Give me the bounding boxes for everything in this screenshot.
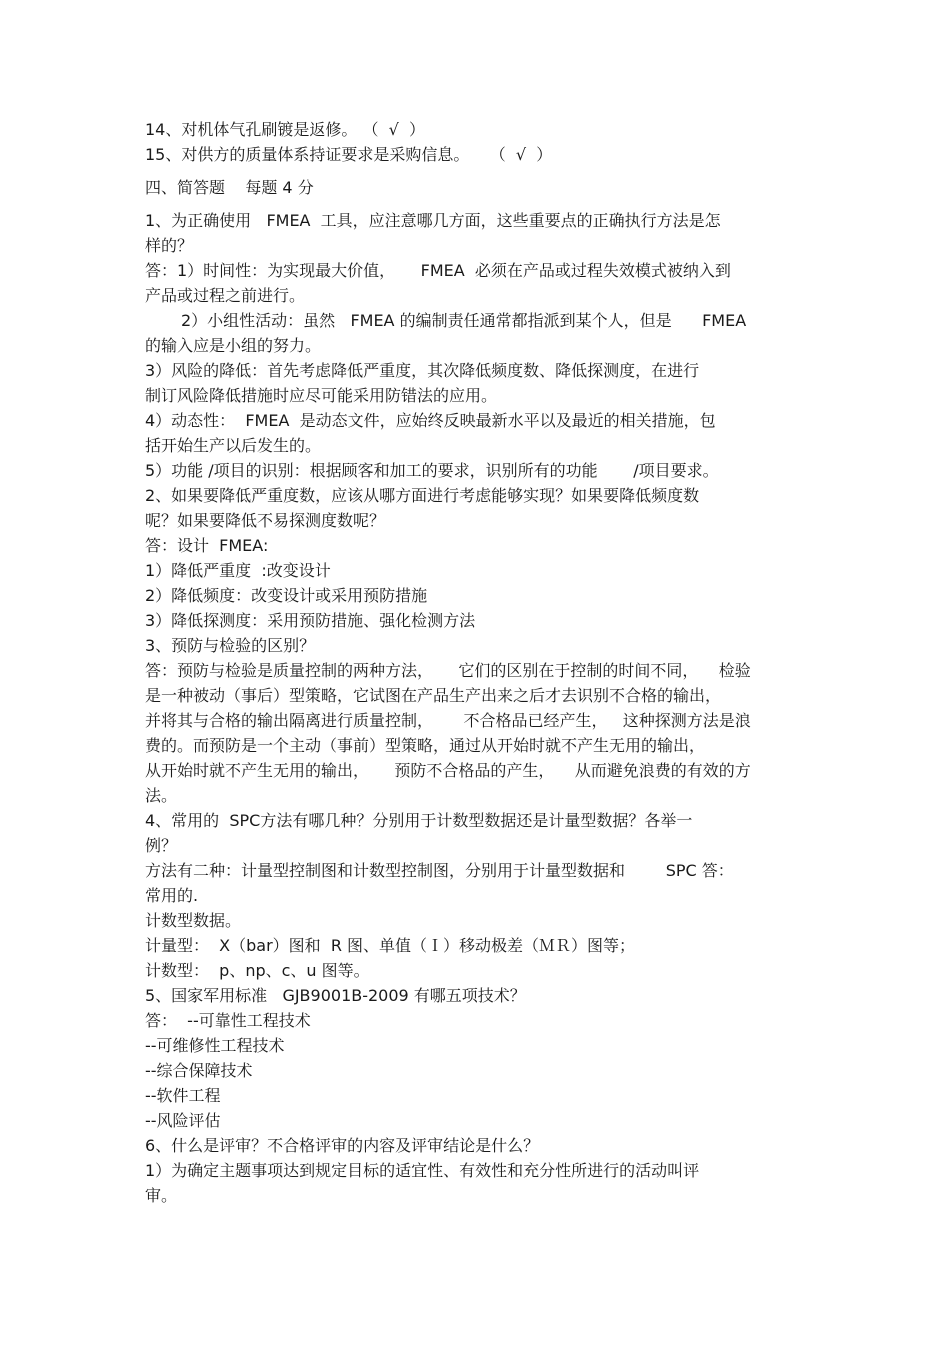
answer-line: --可维修性工程技术 — [145, 1036, 285, 1055]
answer-line: 计量型： X（bar）图和 R 图、单值（Ｉ）移动极差（ＭＲ）图等； — [145, 936, 636, 955]
text-line: 14、对机体气孔刷镀是返修。 （ √ ） — [145, 120, 425, 139]
answer-line: 是一种被动（事后）型策略，它试图在产品生产出来之后才去识别不合格的输出， — [145, 686, 722, 705]
answer-line: 1）降低严重度 :改变设计 — [145, 561, 331, 580]
question-line: 呢？如果要降低不易探测度数呢？ — [145, 511, 386, 530]
document-body — [145, 117, 820, 1208]
answer-line: 并将其与合格的输出隔离进行质量控制， 不合格品已经产生， 这种探测方法是浪 — [145, 711, 751, 730]
answer-line: 答：预防与检验是质量控制的两种方法， 它们的区别在于控制的时间不同， 检验 — [145, 661, 751, 680]
question-line: 6、什么是评审？不合格评审的内容及评审结论是什么？ — [145, 1136, 540, 1155]
answer-line: 法。 — [145, 786, 178, 805]
question-line: 3、预防与检验的区别？ — [145, 636, 316, 655]
answer-line: 方法有二种：计量型控制图和计数型控制图，分别用于计量型数据和 SPC 答： — [145, 861, 734, 880]
answer-line: 1）为确定主题事项达到规定目标的适宜性、有效性和充分性所进行的活动叫评 — [145, 1161, 700, 1180]
answer-line: --软件工程 — [145, 1086, 221, 1105]
answer-line: 产品或过程之前进行。 — [145, 286, 306, 305]
question-line: 2、如果要降低严重度数，应该从哪方面进行考虑能够实现？如果要降低频度数 — [145, 486, 700, 505]
answer-line: 5）功能 /项目的识别：根据顾客和加工的要求，识别所有的功能 /项目要求。 — [145, 461, 719, 480]
spacer — [145, 167, 820, 175]
answer-line: 4）动态性： FMEA 是动态文件，应始终反映最新水平以及最近的相关措施，包 — [145, 411, 716, 430]
text-line: 15、对供方的质量体系持证要求是采购信息。 （ √ ） — [145, 145, 553, 164]
question-line: 4、常用的 SPC方法有哪几种？分别用于计数型数据还是计量型数据？各举一 — [145, 811, 693, 830]
answer-line: 2）降低频度：改变设计或采用预防措施 — [145, 586, 428, 605]
answer-line: 括开始生产以后发生的。 — [145, 436, 322, 455]
answer-line: 常用的. — [145, 886, 199, 905]
question-line: 样的？ — [145, 236, 194, 255]
answer-line: 2）小组性活动：虽然 FMEA 的编制责任通常都指派到某个人，但是 FMEA — [181, 311, 747, 330]
answer-line: 从开始时就不产生无用的输出， 预防不合格品的产生， 从而避免浪费的有效的方 — [145, 761, 751, 780]
question-line: 1、为正确使用 FMEA 工具，应注意哪几方面，这些重要点的正确执行方法是怎 — [145, 211, 721, 230]
section-heading: 四、简答题 每题 4 分 — [145, 178, 314, 197]
answer-line: 3）降低探测度：采用预防措施、强化检测方法 — [145, 611, 476, 630]
answer-line: 制订风险降低措施时应尽可能采用防错法的应用。 — [145, 386, 498, 405]
answer-line: 答： --可靠性工程技术 — [145, 1011, 311, 1030]
answer-line: 计数型： p、np、c、u 图等。 — [145, 961, 370, 980]
answer-line: 3）风险的降低：首先考虑降低严重度，其次降低频度数、降低探测度，在进行 — [145, 361, 700, 380]
answer-line: 答：1）时间性：为实现最大价值， FMEA 必须在产品或过程失效模式被纳入到 — [145, 261, 731, 280]
question-line: 5、国家军用标准 GJB9001B-2009 有哪五项技术？ — [145, 986, 526, 1005]
answer-line: 费的。而预防是一个主动（事前）型策略，通过从开始时就不产生无用的输出， — [145, 736, 706, 755]
answer-line: 答：设计 FMEA: — [145, 536, 269, 555]
answer-line: --综合保障技术 — [145, 1061, 253, 1080]
spacer — [145, 200, 820, 208]
answer-line: 计数型数据。 — [145, 911, 242, 930]
answer-line: 的输入应是小组的努力。 — [145, 336, 322, 355]
answer-line: 审。 — [145, 1186, 178, 1205]
answer-line: --风险评估 — [145, 1111, 221, 1130]
question-line: 例？ — [145, 836, 178, 855]
